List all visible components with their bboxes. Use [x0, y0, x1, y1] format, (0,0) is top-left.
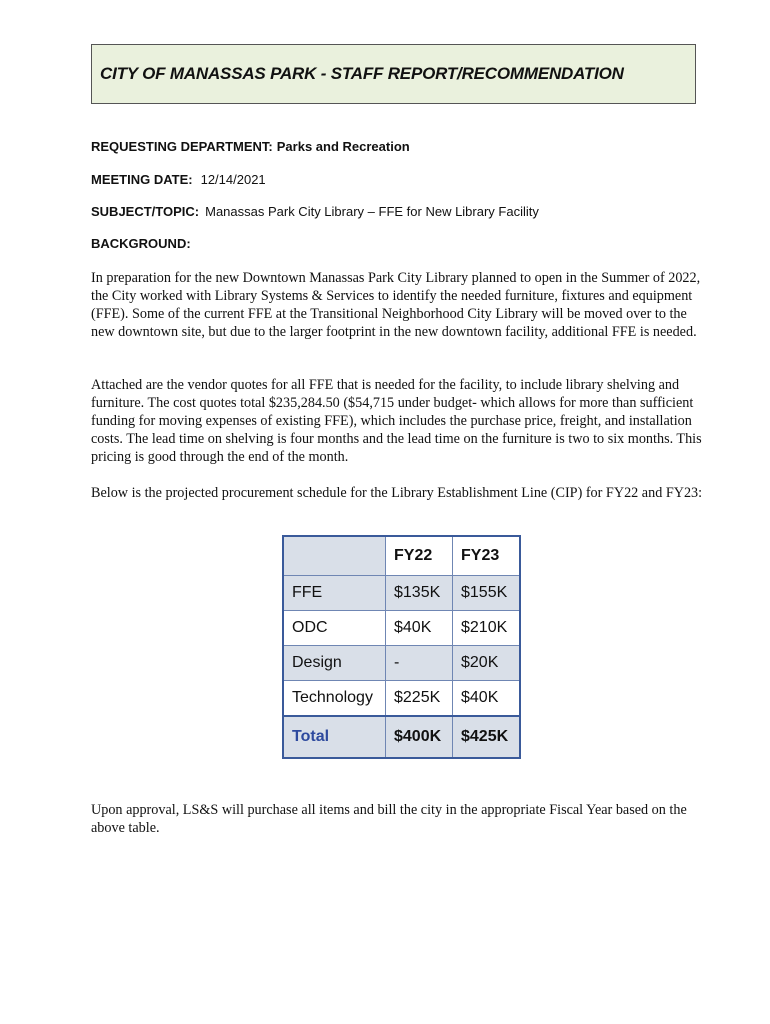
- background-paragraph-2: Attached are the vendor quotes for all FFE that is needed for the facility, to include library shelving and furniture. The cost quotes total $235,284.50 ($54,715 under budget- which allows for more than sufficient funding for moving expenses of existing FFE), which includes the purchase price, freight, and installation costs. The lead time on shelving is four months and the lead time on the furniture is two to six months. This pricing is good through the end of the month.: [91, 377, 702, 465]
- header-cell-fy23: FY23: [453, 536, 521, 576]
- department-value: Parks and Recreation: [276, 139, 410, 154]
- background-label: BACKGROUND:: [91, 236, 191, 251]
- requesting-department: [91, 139, 410, 154]
- table-row: [283, 681, 520, 717]
- subject-value: Manassas Park City Library – FFE for New Library Facility: [205, 204, 539, 219]
- report-title-box: [91, 44, 696, 104]
- background-paragraph-1: In preparation for the new Downtown Manassas Park City Library planned to open in the Summer of 2022, the City worked with Library Systems & Services to identify the needed furniture, fixtures and equipment (FFE). Some of the current FFE at the Transitional Neighborhood City Library will be moved over to the new downtown site, but due to the larger footprint in the new downtown facility, additional FFE is needed.: [91, 270, 701, 340]
- table-row: [283, 576, 520, 611]
- meeting-date: [91, 172, 266, 187]
- fy23-value: $210K: [453, 611, 521, 646]
- fy22-value: $225K: [386, 681, 453, 717]
- fy22-value: -: [386, 646, 453, 681]
- row-label: ODC: [283, 611, 386, 646]
- header-cell-fy22: FY22: [386, 536, 453, 576]
- approval-paragraph: Upon approval, LS&S will purchase all items and bill the city in the appropriate Fiscal Year based on the above table.: [91, 802, 687, 836]
- fy23-value: $155K: [453, 576, 521, 611]
- fy23-value: $20K: [453, 646, 521, 681]
- table-row: [283, 646, 520, 681]
- meeting-date-label: MEETING DATE:: [91, 172, 193, 187]
- table-total-row: [283, 716, 520, 758]
- subject-label: SUBJECT/TOPIC:: [91, 204, 200, 219]
- report-title: CITY OF MANASSAS PARK - STAFF REPORT/RECOMMENDATION: [100, 64, 624, 83]
- meeting-date-value: 12/14/2021: [200, 172, 266, 187]
- fy23-total: $425K: [453, 716, 521, 758]
- table-header-row: [283, 536, 520, 576]
- subject-topic: [91, 204, 539, 219]
- fy23-value: $40K: [453, 681, 521, 717]
- total-label: Total: [283, 716, 386, 758]
- fy22-value: $40K: [386, 611, 453, 646]
- header-cell-empty: [283, 536, 386, 576]
- row-label: Design: [283, 646, 386, 681]
- fy22-total: $400K: [386, 716, 453, 758]
- row-label: FFE: [283, 576, 386, 611]
- row-label: Technology: [283, 681, 386, 717]
- schedule-intro-paragraph: Below is the projected procurement schedule for the Library Establishment Line (CIP) for FY22 and FY23:: [91, 485, 703, 501]
- table-row: [283, 611, 520, 646]
- background-heading: [91, 236, 191, 251]
- department-label: REQUESTING DEPARTMENT:: [91, 139, 273, 154]
- fy22-value: $135K: [386, 576, 453, 611]
- procurement-schedule-table: [282, 535, 521, 759]
